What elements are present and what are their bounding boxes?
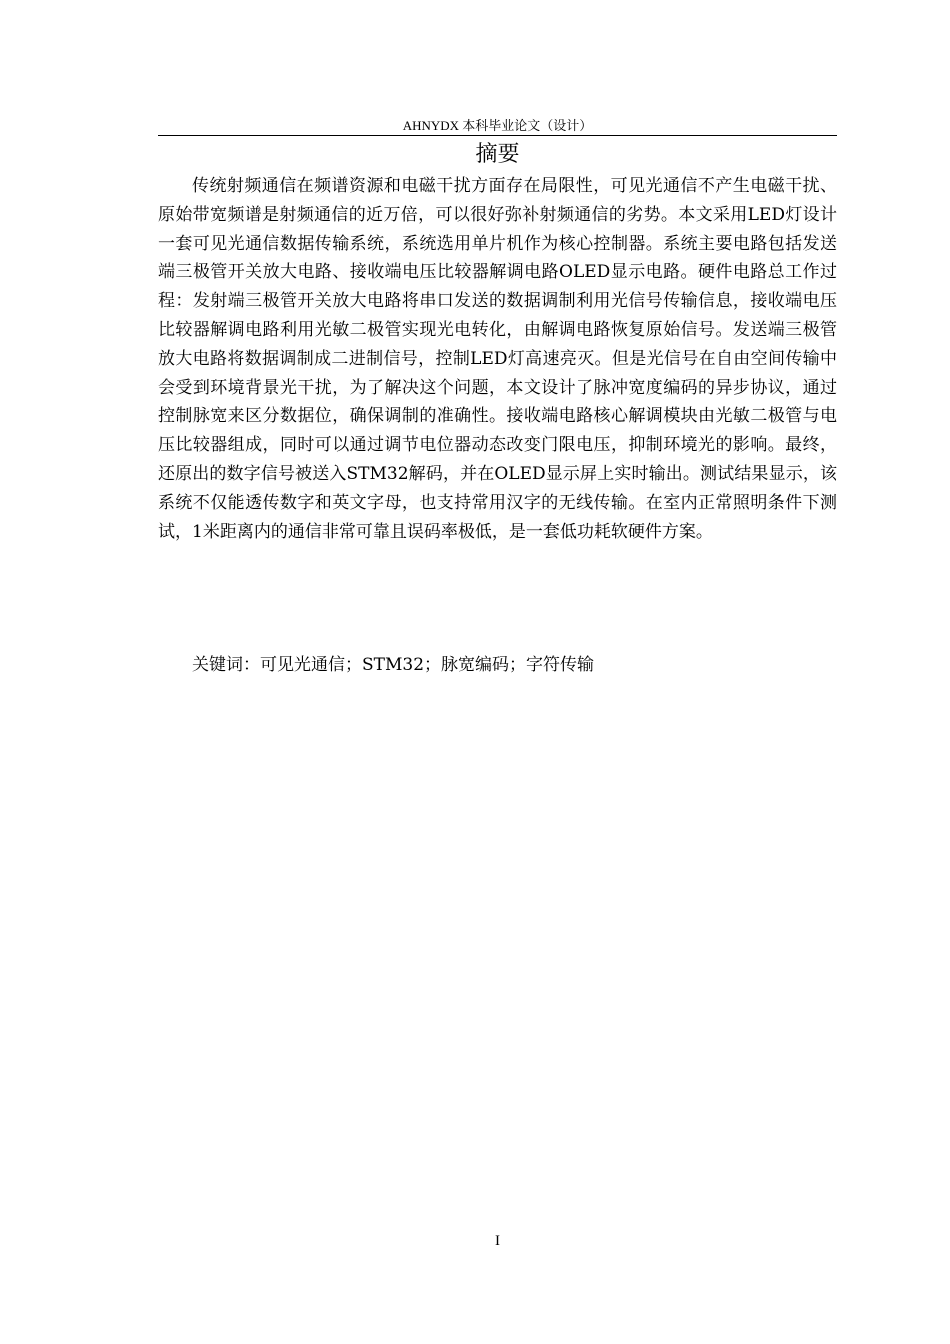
keywords-line: 关键词：可见光通信；STM32；脉宽编码；字符传输: [192, 655, 595, 675]
page-header: AHNYDX 本科毕业论文（设计）: [402, 118, 593, 133]
abstract-title: 摘要: [475, 142, 520, 167]
page-number: I: [495, 1233, 500, 1249]
abstract-body: 传统射频通信在频谱资源和电磁干扰方面存在局限性，可见光通信不产生电磁干扰、原始带宽频谱是射频通信的近万倍，可以很好弥补射频通信的劣势。本文采用LED灯设计一套可见光通信数据传输系统，系统选用单片机作为核心控制器。系统主要电路包括发送端三极管开关放大电路、接收端电压比较器解调电路OLED显示电路。硬件电路总工作过程：发射端三极管开关放大电路将串口发送的数据调制利用光信号传输信息，接收端电压比较器解调电路利用光敏二极管实现光电转化，由解调电路恢复原始信号。发送端三极管放大电路将数据调制成二进制信号，控制LED灯高速亮灭。但是光信号在自由空间传输中会受到环境背景光干扰，为了解决这个问题，本文设计了脉冲宽度编码的异步协议，通过控制脉宽来区分数据位，确保调制的准确性。接收端电路核心解调模块由光敏二极管与电压比较器组成，同时可以通过调节电位器动态改变门限电压，抑制环境光的影响。最终，还原出的数字信号被送入STM32解码，并在OLED显示屏上实时输出。测试结果显示，该系统不仅能透传数字和英文字母，也支持常用汉字的无线传输。在室内正常照明条件下测试，1米距离内的通信非常可靠且误码率极低，是一套低功耗软硬件方案。: [158, 176, 837, 542]
header-rule: [158, 135, 837, 136]
